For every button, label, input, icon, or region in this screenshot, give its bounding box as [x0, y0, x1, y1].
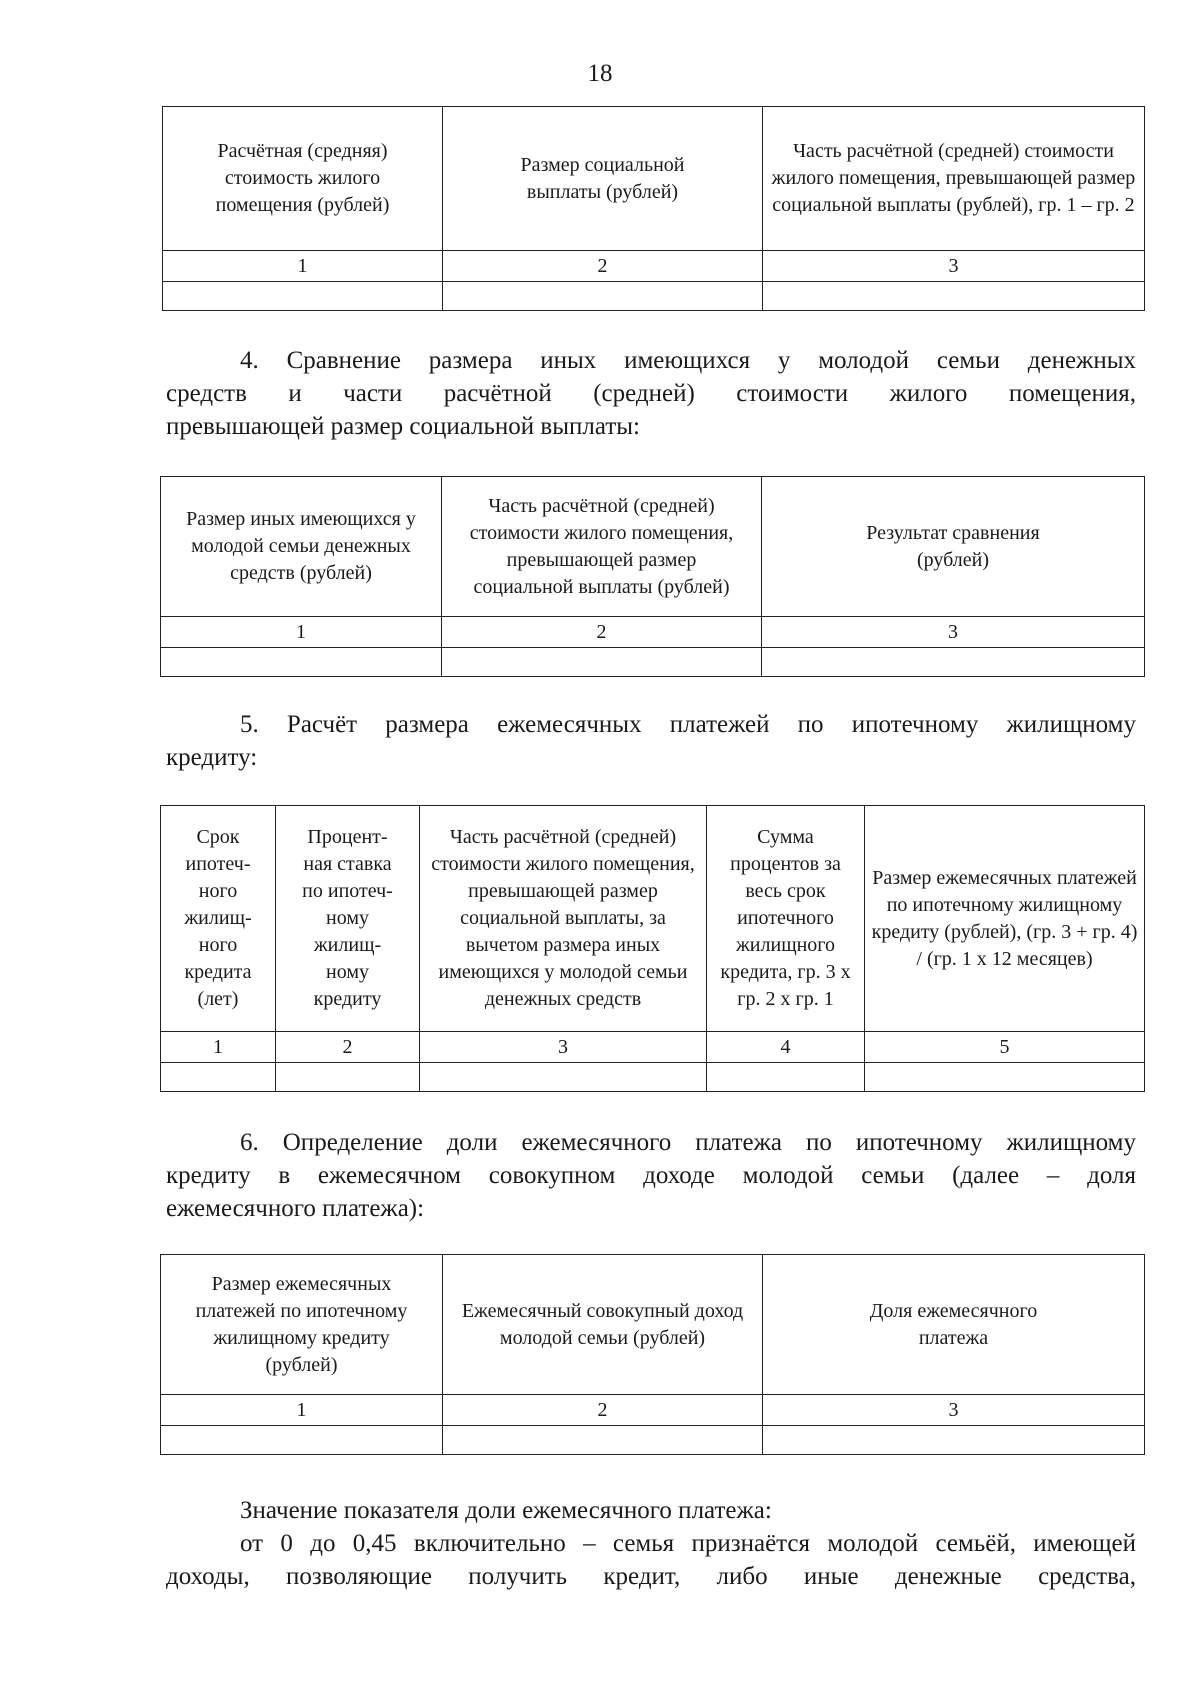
section-5-line: кредиту: [166, 744, 258, 771]
table-empty-cell [707, 1063, 865, 1092]
column-number: 3 [762, 617, 1145, 648]
column-number: 1 [161, 617, 442, 648]
table-empty-cell [443, 282, 763, 311]
table-header-cell: Размер социальной выплаты (рублей) [443, 107, 763, 251]
column-number: 5 [865, 1032, 1145, 1063]
section-6-line: кредиту в ежемесячном совокупном доходе молодой семьи (далее – доля [166, 1162, 1136, 1189]
closing-text [166, 1494, 1136, 1593]
table-header-cell: Часть расчётной (средней) стоимости жилого помещения, превышающей размер социальной выплаты (рублей) [442, 477, 762, 617]
closing-line: от 0 до 0,45 включительно – семья признаётся молодой семьёй, имеющей [240, 1530, 1136, 1557]
column-number: 2 [443, 1395, 763, 1426]
section-5-line: 5. Расчёт размера ежемесячных платежей по ипотечному жилищному [240, 711, 1136, 738]
table-empty-cell [276, 1063, 420, 1092]
section-5-heading [166, 708, 1136, 774]
table-empty-cell [163, 282, 443, 311]
section-4-heading [166, 344, 1136, 443]
table-header-cell: Часть расчётной (средней) стоимости жилого помещения, превышающей размер социальной выплаты, за вычетом размера иных имеющихся у молодой семьи денежных средств [420, 806, 707, 1032]
table-empty-cell [865, 1063, 1145, 1092]
table-header-cell: Процент- ная ставка по ипотеч- ному жилищ- ному кредиту [276, 806, 420, 1032]
table-header-cell: Ежемесячный совокупный доход молодой семьи (рублей) [443, 1255, 763, 1395]
column-number: 3 [763, 1395, 1145, 1426]
column-number: 1 [163, 251, 443, 282]
column-number: 3 [420, 1032, 707, 1063]
table-empty-cell [443, 1426, 763, 1455]
column-number: 1 [161, 1032, 276, 1063]
closing-line: доходы, позволяющие получить кредит, либо иные денежные средства, [166, 1563, 1136, 1590]
table-header-cell: Доля ежемесячного платежа [763, 1255, 1145, 1395]
table-header-cell: Срок ипотеч- ного жилищ- ного кредита (лет) [161, 806, 276, 1032]
table-header-cell: Сумма процентов за весь срок ипотечного жилищного кредита, гр. 3 x гр. 2 x гр. 1 [707, 806, 865, 1032]
section-4-line: 4. Сравнение размера иных имеющихся у молодой семьи денежных [240, 347, 1136, 374]
table-empty-cell [420, 1063, 707, 1092]
column-number: 3 [763, 251, 1145, 282]
table-header-cell: Размер иных имеющихся у молодой семьи денежных средств (рублей) [161, 477, 442, 617]
section-4-line: превышающей размер социальной выплаты: [166, 413, 640, 440]
section-6-line: 6. Определение доли ежемесячного платежа по ипотечному жилищному [240, 1129, 1136, 1156]
column-number: 2 [443, 251, 763, 282]
table-social-payment [162, 106, 1145, 311]
table-empty-cell [442, 648, 762, 677]
table-header-cell: Размер ежемесячных платежей по ипотечному жилищному кредиту (рублей) [161, 1255, 443, 1395]
table-mortgage-payments [160, 805, 1145, 1092]
table-empty-cell [161, 1063, 276, 1092]
table-empty-cell [161, 1426, 443, 1455]
column-number: 2 [276, 1032, 420, 1063]
column-number: 1 [161, 1395, 443, 1426]
column-number: 4 [707, 1032, 865, 1063]
table-payment-share [160, 1254, 1145, 1455]
table-header-cell: Результат сравнения (рублей) [762, 477, 1145, 617]
table-empty-cell [763, 282, 1145, 311]
section-6-line: ежемесячного платежа): [166, 1195, 425, 1222]
table-empty-cell [763, 1426, 1145, 1455]
table-header-cell: Часть расчётной (средней) стоимости жилого помещения, превышающей размер социальной выплаты (рублей), гр. 1 – гр. 2 [763, 107, 1145, 251]
section-4-line: средств и части расчётной (средней) стоимости жилого помещения, [166, 380, 1136, 407]
table-empty-cell [161, 648, 442, 677]
table-empty-cell [762, 648, 1145, 677]
table-header-cell: Расчётная (средняя) стоимость жилого помещения (рублей) [163, 107, 443, 251]
section-6-heading [166, 1126, 1136, 1225]
table-header-cell: Размер ежемесячных платежей по ипотечному жилищному кредиту (рублей), (гр. 3 + гр. 4) / (гр. 1 x 12 месяцев) [865, 806, 1145, 1032]
closing-line: Значение показателя доли ежемесячного платежа: [240, 1497, 772, 1524]
column-number: 2 [442, 617, 762, 648]
page-number: 18 [587, 60, 613, 87]
table-comparison [160, 476, 1145, 677]
